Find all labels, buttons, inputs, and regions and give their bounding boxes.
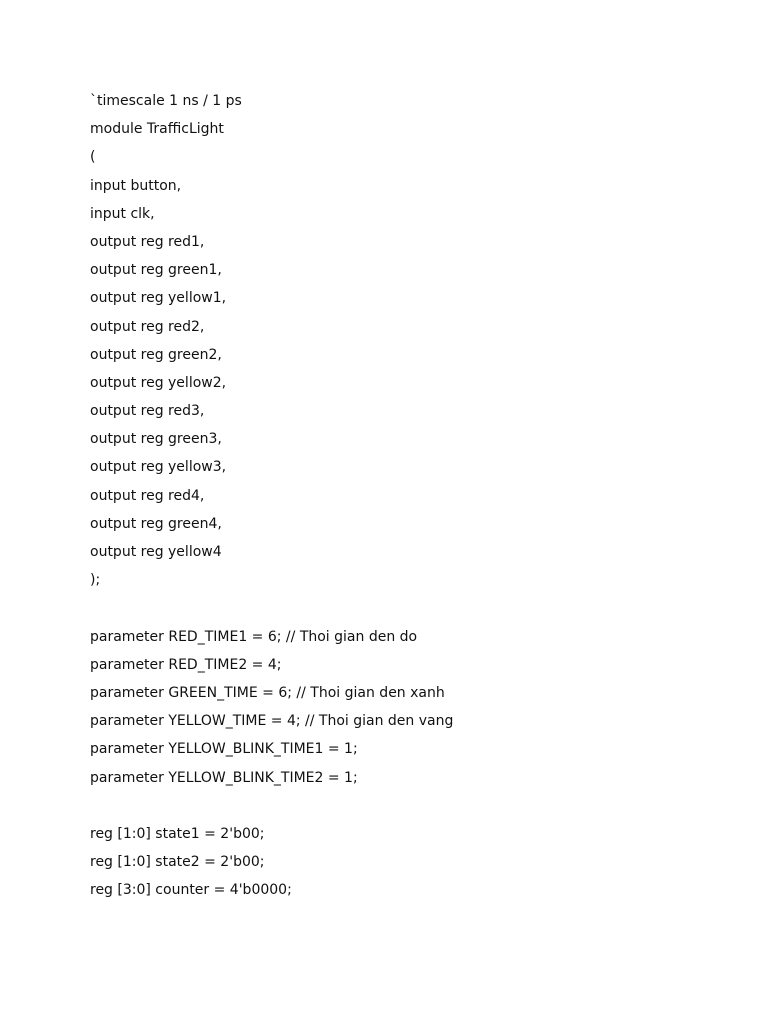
code-line: output reg yellow2, xyxy=(90,374,227,391)
code-line: parameter YELLOW_BLINK_TIME2 = 1; xyxy=(90,769,358,786)
code-line: input clk, xyxy=(90,205,155,222)
blank-line xyxy=(90,596,453,624)
code-line: parameter YELLOW_TIME = 4; // Thoi gian den vang xyxy=(90,713,454,730)
code-line: ); xyxy=(90,572,101,589)
code-line: input button, xyxy=(90,177,182,194)
code-line: output reg yellow3, xyxy=(90,459,227,476)
code-line: parameter RED_TIME1 = 6; // Thoi gian den do xyxy=(90,628,418,645)
code-line: output reg red4, xyxy=(90,487,205,504)
code-line: output reg red3, xyxy=(90,403,205,420)
code-line: `timescale 1 ns / 1 ps xyxy=(90,93,242,109)
code-line: output reg red1, xyxy=(90,233,205,250)
code-line: output reg green4, xyxy=(90,515,222,532)
code-line: output reg yellow1, xyxy=(90,290,227,307)
code-line: parameter RED_TIME2 = 4; xyxy=(90,656,282,673)
code-line: ( xyxy=(90,149,96,166)
code-line: reg [1:0] state1 = 2'b00; xyxy=(90,825,265,842)
code-line: output reg red2, xyxy=(90,318,205,335)
code-line: parameter GREEN_TIME = 6; // Thoi gian den xanh xyxy=(90,684,445,701)
code-line: module TrafficLight xyxy=(90,121,224,138)
code-line: reg [3:0] counter = 4'b0000; xyxy=(90,882,292,899)
code-line: output reg green3, xyxy=(90,431,222,448)
code-line: output reg yellow4 xyxy=(90,544,222,560)
code-line: output reg green2, xyxy=(90,346,222,363)
blank-line xyxy=(90,794,453,822)
verilog-code-block xyxy=(90,89,453,906)
code-line: reg [1:0] state2 = 2'b00; xyxy=(90,854,265,871)
code-line: parameter YELLOW_BLINK_TIME1 = 1; xyxy=(90,741,358,758)
code-line: output reg green1, xyxy=(90,262,222,279)
